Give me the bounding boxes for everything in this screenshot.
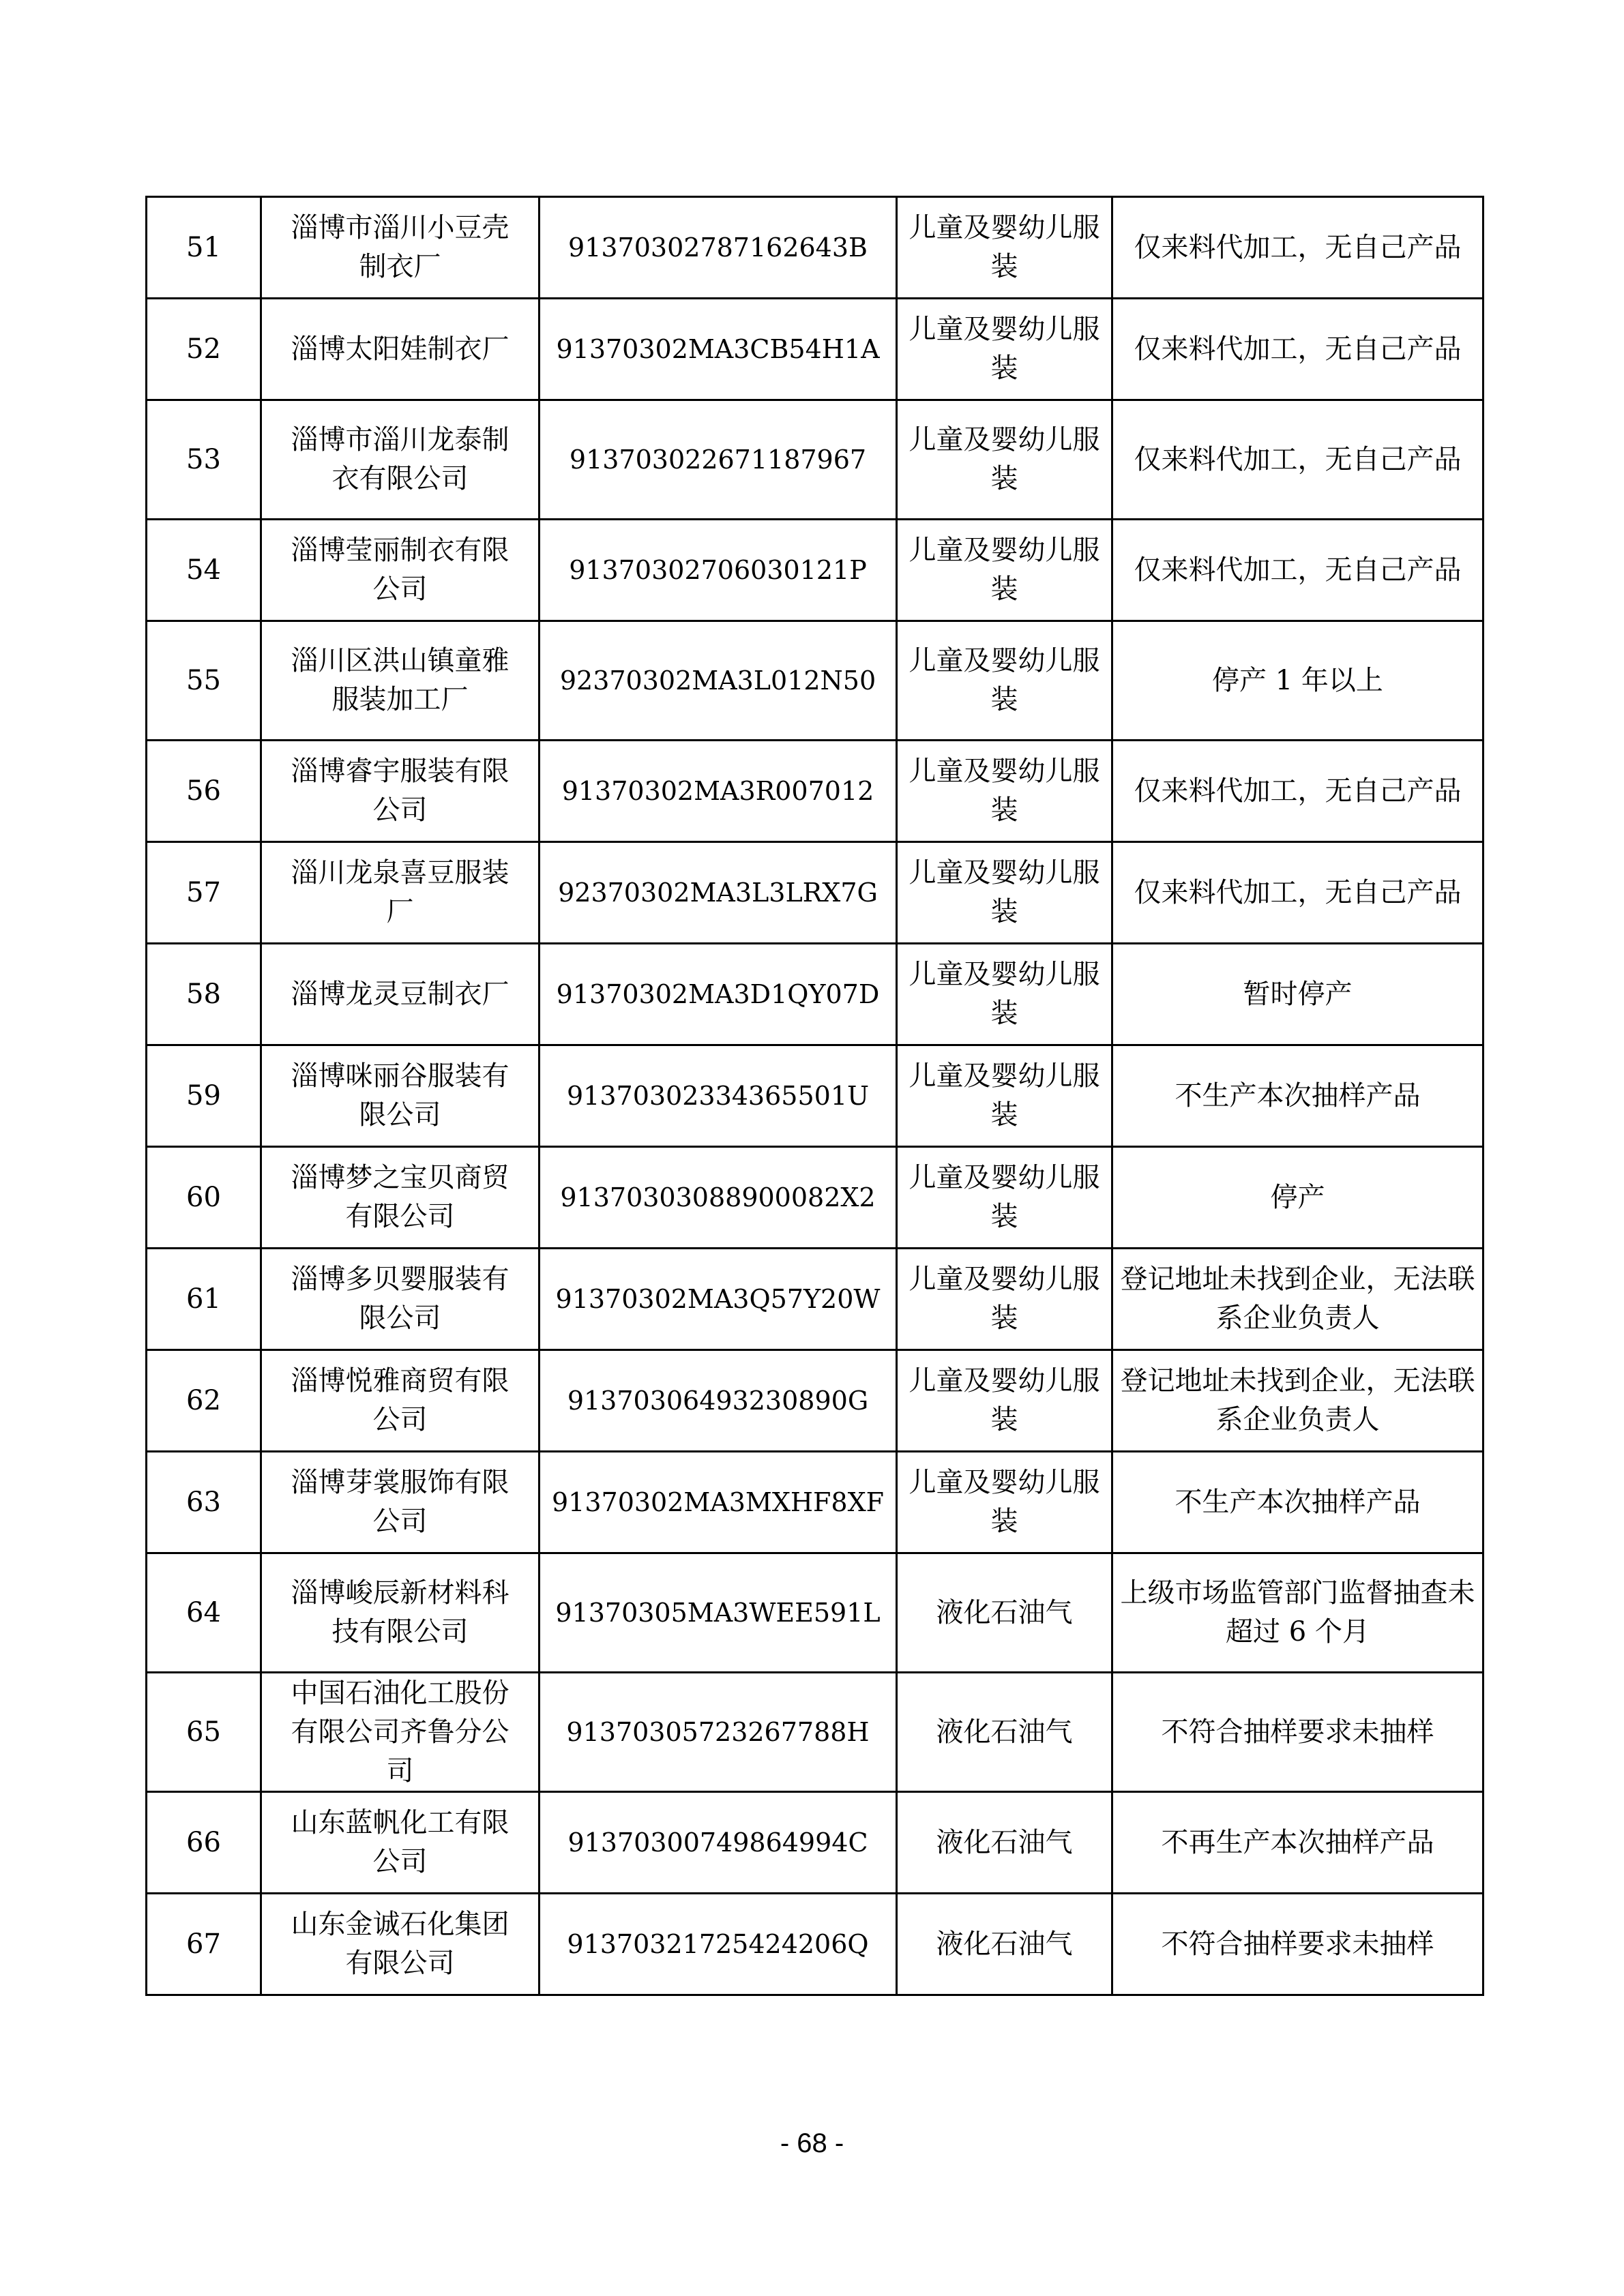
cell-index: 59 (147, 1045, 261, 1147)
cell-credit-code: 91370302MA3MXHF8XF (540, 1452, 897, 1553)
table-row (147, 299, 1483, 400)
cell-credit-code: 91370321725424206Q (540, 1894, 897, 1995)
cell-company-name: 淄川区洪山镇童雅服装加工厂 (261, 621, 540, 741)
cell-company-name: 中国石油化工股份有限公司齐鲁分公司 (261, 1673, 540, 1792)
cell-company-name: 淄博芽裳服饰有限公司 (261, 1452, 540, 1553)
cell-company-name: 淄博咪丽谷服装有限公司 (261, 1045, 540, 1147)
cell-reason: 不符合抽样要求未抽样 (1112, 1894, 1483, 1995)
cell-credit-code: 91370303088900082X2 (540, 1147, 897, 1249)
table-row (147, 842, 1483, 944)
table-row (147, 400, 1483, 520)
cell-index: 60 (147, 1147, 261, 1249)
cell-product-category: 液化石油气 (897, 1894, 1112, 1995)
cell-product-category: 液化石油气 (897, 1553, 1112, 1673)
cell-reason: 仅来料代加工，无自己产品 (1112, 197, 1483, 299)
cell-credit-code: 91370302MA3D1QY07D (540, 944, 897, 1045)
table-row (147, 520, 1483, 621)
table-body (147, 197, 1483, 1995)
cell-reason: 登记地址未找到企业，无法联系企业负责人 (1112, 1350, 1483, 1452)
cell-company-name: 淄博市淄川小豆壳制衣厂 (261, 197, 540, 299)
cell-company-name: 淄博睿宇服装有限公司 (261, 741, 540, 842)
cell-index: 67 (147, 1894, 261, 1995)
cell-product-category: 儿童及婴幼儿服装 (897, 299, 1112, 400)
cell-index: 57 (147, 842, 261, 944)
cell-product-category: 儿童及婴幼儿服装 (897, 1452, 1112, 1553)
cell-product-category: 儿童及婴幼儿服装 (897, 741, 1112, 842)
cell-reason: 登记地址未找到企业，无法联系企业负责人 (1112, 1249, 1483, 1350)
cell-index: 66 (147, 1792, 261, 1894)
cell-index: 62 (147, 1350, 261, 1452)
table-row (147, 1045, 1483, 1147)
sampling-exclusion-table (145, 196, 1484, 1996)
page-number: - 68 - (780, 2128, 844, 2158)
cell-credit-code: 91370305723267788H (540, 1673, 897, 1792)
cell-reason: 仅来料代加工，无自己产品 (1112, 520, 1483, 621)
table-row (147, 741, 1483, 842)
cell-credit-code: 91370302334365501U (540, 1045, 897, 1147)
cell-product-category: 儿童及婴幼儿服装 (897, 842, 1112, 944)
cell-credit-code: 91370305MA3WEE591L (540, 1553, 897, 1673)
cell-reason: 不再生产本次抽样产品 (1112, 1792, 1483, 1894)
cell-index: 53 (147, 400, 261, 520)
cell-reason: 上级市场监管部门监督抽查未超过 6 个月 (1112, 1553, 1483, 1673)
cell-credit-code: 91370302MA3Q57Y20W (540, 1249, 897, 1350)
cell-company-name: 淄川龙泉喜豆服装厂 (261, 842, 540, 944)
table-row (147, 197, 1483, 299)
cell-reason: 仅来料代加工，无自己产品 (1112, 299, 1483, 400)
table-row (147, 1147, 1483, 1249)
table-row (147, 1452, 1483, 1553)
cell-credit-code: 91370302MA3R007012 (540, 741, 897, 842)
cell-company-name: 淄博龙灵豆制衣厂 (261, 944, 540, 1045)
cell-credit-code: 91370302706030121P (540, 520, 897, 621)
cell-index: 55 (147, 621, 261, 741)
cell-index: 64 (147, 1553, 261, 1673)
cell-company-name: 淄博多贝婴服装有限公司 (261, 1249, 540, 1350)
cell-company-name: 淄博莹丽制衣有限公司 (261, 520, 540, 621)
cell-reason: 停产 (1112, 1147, 1483, 1249)
cell-product-category: 儿童及婴幼儿服装 (897, 400, 1112, 520)
cell-index: 52 (147, 299, 261, 400)
cell-company-name: 山东蓝帆化工有限公司 (261, 1792, 540, 1894)
cell-credit-code: 92370302MA3L3LRX7G (540, 842, 897, 944)
cell-reason: 不生产本次抽样产品 (1112, 1452, 1483, 1553)
cell-reason: 不生产本次抽样产品 (1112, 1045, 1483, 1147)
cell-index: 65 (147, 1673, 261, 1792)
table-row (147, 1792, 1483, 1894)
table-row (147, 1673, 1483, 1792)
cell-reason: 仅来料代加工，无自己产品 (1112, 842, 1483, 944)
cell-company-name: 淄博悦雅商贸有限公司 (261, 1350, 540, 1452)
cell-product-category: 儿童及婴幼儿服装 (897, 197, 1112, 299)
cell-reason: 仅来料代加工，无自己产品 (1112, 400, 1483, 520)
cell-product-category: 液化石油气 (897, 1792, 1112, 1894)
cell-reason: 停产 1 年以上 (1112, 621, 1483, 741)
cell-credit-code: 91370302787162643B (540, 197, 897, 299)
cell-company-name: 山东金诚石化集团有限公司 (261, 1894, 540, 1995)
cell-company-name: 淄博梦之宝贝商贸有限公司 (261, 1147, 540, 1249)
cell-reason: 暂时停产 (1112, 944, 1483, 1045)
cell-reason: 不符合抽样要求未抽样 (1112, 1673, 1483, 1792)
cell-index: 54 (147, 520, 261, 621)
cell-credit-code: 91370300749864994C (540, 1792, 897, 1894)
cell-credit-code: 91370302MA3CB54H1A (540, 299, 897, 400)
cell-credit-code: 913703022671187967 (540, 400, 897, 520)
cell-reason: 仅来料代加工，无自己产品 (1112, 741, 1483, 842)
cell-product-category: 儿童及婴幼儿服装 (897, 1249, 1112, 1350)
cell-product-category: 儿童及婴幼儿服装 (897, 621, 1112, 741)
cell-index: 51 (147, 197, 261, 299)
cell-index: 61 (147, 1249, 261, 1350)
cell-company-name: 淄博市淄川龙泰制衣有限公司 (261, 400, 540, 520)
cell-product-category: 儿童及婴幼儿服装 (897, 520, 1112, 621)
cell-credit-code: 91370306493230890G (540, 1350, 897, 1452)
cell-product-category: 儿童及婴幼儿服装 (897, 1045, 1112, 1147)
cell-product-category: 儿童及婴幼儿服装 (897, 1147, 1112, 1249)
table-row (147, 1894, 1483, 1995)
table-row (147, 1249, 1483, 1350)
cell-product-category: 液化石油气 (897, 1673, 1112, 1792)
table-row (147, 1350, 1483, 1452)
table-row (147, 1553, 1483, 1673)
cell-product-category: 儿童及婴幼儿服装 (897, 944, 1112, 1045)
cell-company-name: 淄博太阳娃制衣厂 (261, 299, 540, 400)
cell-index: 58 (147, 944, 261, 1045)
table-row (147, 944, 1483, 1045)
table-row (147, 621, 1483, 741)
cell-index: 63 (147, 1452, 261, 1553)
cell-index: 56 (147, 741, 261, 842)
cell-company-name: 淄博峻辰新材料科技有限公司 (261, 1553, 540, 1673)
cell-product-category: 儿童及婴幼儿服装 (897, 1350, 1112, 1452)
cell-credit-code: 92370302MA3L012N50 (540, 621, 897, 741)
